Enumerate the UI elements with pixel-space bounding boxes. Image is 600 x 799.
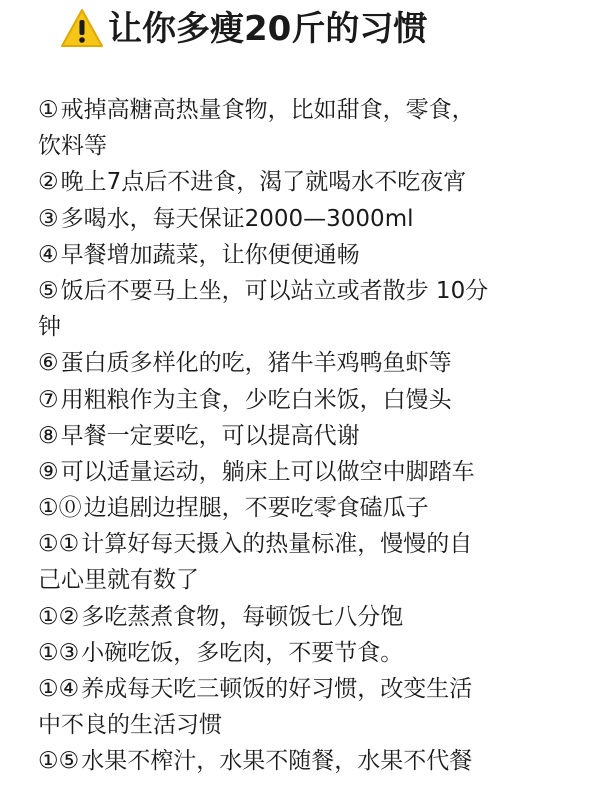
item-number: ⑤	[38, 277, 59, 304]
list-item	[38, 599, 583, 635]
item-number: ①⑤	[38, 748, 80, 775]
list-item	[38, 671, 583, 707]
list-item	[38, 635, 583, 671]
item-number: ④	[38, 241, 59, 268]
list-item	[38, 490, 583, 526]
list-item-continuation: 饮料等	[38, 133, 107, 160]
list-item-continuation: 钟	[38, 314, 61, 341]
habit-list	[38, 92, 583, 780]
item-number: ①①	[38, 531, 80, 558]
item-number: ①④	[38, 676, 80, 702]
list-item	[38, 273, 583, 309]
item-number: ①③	[38, 639, 80, 666]
item-text: 早餐一定要吃，可以提高代谢	[60, 422, 360, 449]
item-number: ①⓪	[38, 495, 82, 522]
item-number: ⑨	[38, 458, 59, 485]
warning-icon	[60, 8, 104, 48]
item-text: 用粗粮作为主食，少吃白米饭，白馒头	[60, 386, 452, 413]
item-text: 水果不榨汁，水果不随餐，水果不代餐	[81, 748, 473, 775]
item-number: ③	[38, 205, 59, 232]
list-item	[38, 201, 583, 237]
item-text: 晚上7点后不进食，渴了就喝水不吃夜宵	[60, 169, 467, 196]
list-item	[38, 164, 583, 200]
page-title: 让你多瘦20斤的习惯	[108, 9, 428, 49]
list-item	[38, 454, 583, 490]
item-text: 小碗吃饭，多吃肉，不要节食。	[81, 639, 404, 666]
item-text: 蛋白质多样化的吃，猪牛羊鸡鸭鱼虾等	[60, 350, 452, 377]
item-text: 计算好每天摄入的热量标准，慢慢的自	[81, 531, 473, 558]
item-text: 多吃蒸煮食物，每顿饭七八分饱	[81, 603, 404, 630]
item-text: 可以适量运动，躺床上可以做空中脚踏车	[60, 458, 475, 485]
item-number: ①②	[38, 603, 80, 630]
list-item-continuation: 中不良的生活习惯	[38, 712, 222, 739]
item-text: 戒掉高糖高热量食物，比如甜食，零食，	[60, 97, 475, 123]
item-text: 边追剧边捏腿，不要吃零食磕瓜子	[83, 495, 429, 522]
list-item	[38, 237, 583, 273]
list-item	[38, 382, 583, 418]
item-text: 早餐增加蔬菜，让你便便通畅	[60, 241, 360, 268]
list-item	[38, 345, 583, 381]
list-item	[38, 743, 583, 779]
list-item	[38, 92, 583, 128]
item-text: 养成每天吃三顿饭的好习惯，改变生活	[81, 676, 473, 702]
item-text: 饭后不要马上坐，可以站立或者散步 10分	[60, 277, 489, 304]
list-item-continuation: 己心里就有数了	[38, 567, 199, 594]
item-number: ⑥	[38, 350, 59, 377]
item-number: ②	[38, 169, 59, 196]
list-item	[38, 418, 583, 454]
item-number: ⑦	[38, 386, 59, 413]
item-number: ⑧	[38, 422, 59, 449]
item-number: ①	[38, 97, 59, 123]
list-item	[38, 526, 583, 562]
item-text: 多喝水，每天保证2000—3000ml	[60, 205, 414, 232]
